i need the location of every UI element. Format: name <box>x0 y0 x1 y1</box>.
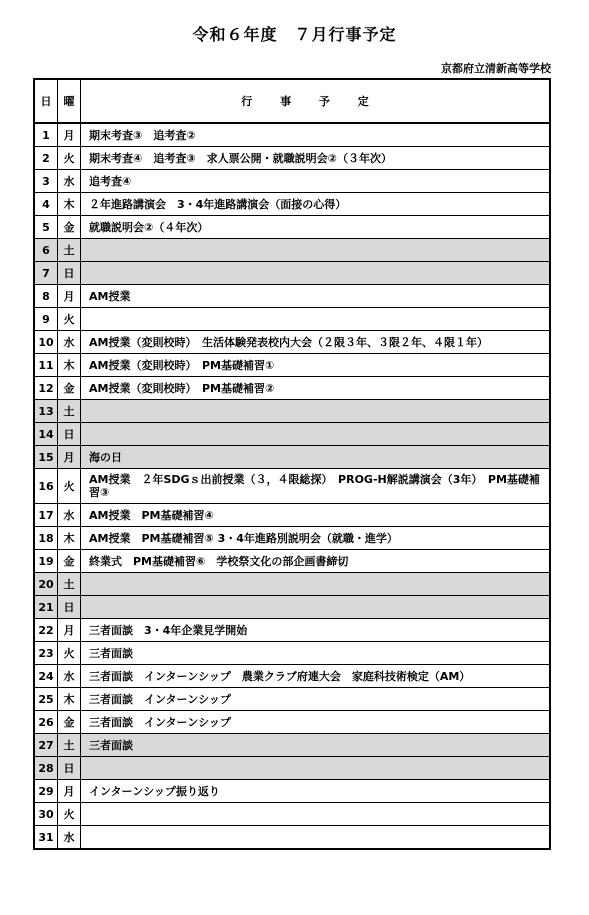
table-row <box>34 688 550 711</box>
day-cell: 3 <box>34 170 58 193</box>
header-events: 行 事 予 定 <box>81 79 551 123</box>
weekday-cell: 土 <box>58 400 81 423</box>
weekday-cell: 日 <box>58 262 81 285</box>
day-cell: 22 <box>34 619 58 642</box>
weekday-cell: 水 <box>58 826 81 850</box>
table-row <box>34 308 550 331</box>
day-cell: 28 <box>34 757 58 780</box>
day-cell: 16 <box>34 469 58 504</box>
weekday-cell: 土 <box>58 239 81 262</box>
day-cell: 18 <box>34 527 58 550</box>
weekday-cell: 火 <box>58 147 81 170</box>
event-cell: 三者面談 インターンシップ 農業クラブ府連大会 家庭科技術検定（AM） <box>81 665 551 688</box>
event-cell: インターンシップ振り返り <box>81 780 551 803</box>
schedule-body <box>34 123 550 849</box>
event-cell <box>81 596 551 619</box>
day-cell: 23 <box>34 642 58 665</box>
table-row <box>34 193 550 216</box>
school-name: 京都府立清新高等学校 <box>441 62 551 75</box>
day-cell: 29 <box>34 780 58 803</box>
table-row <box>34 170 550 193</box>
table-row <box>34 239 550 262</box>
event-cell: 追考査④ <box>81 170 551 193</box>
table-row <box>34 123 550 147</box>
event-cell <box>81 826 551 850</box>
table-row <box>34 573 550 596</box>
table-header-row <box>34 79 550 123</box>
weekday-cell: 月 <box>58 446 81 469</box>
table-row <box>34 826 550 850</box>
table-row <box>34 527 550 550</box>
header-weekday: 曜 <box>58 79 81 123</box>
table-row <box>34 354 550 377</box>
table-row <box>34 665 550 688</box>
table-row <box>34 423 550 446</box>
day-cell: 19 <box>34 550 58 573</box>
event-cell: 三者面談 インターンシップ <box>81 688 551 711</box>
event-schedule-table <box>33 78 551 850</box>
event-cell: 三者面談 インターンシップ <box>81 711 551 734</box>
day-cell: 20 <box>34 573 58 596</box>
event-cell: AM授業 PM基礎補習④ <box>81 504 551 527</box>
day-cell: 6 <box>34 239 58 262</box>
weekday-cell: 火 <box>58 308 81 331</box>
day-cell: 5 <box>34 216 58 239</box>
event-cell: 三者面談 3・4年企業見学開始 <box>81 619 551 642</box>
event-cell: AM授業 <box>81 285 551 308</box>
weekday-cell: 火 <box>58 642 81 665</box>
day-cell: 12 <box>34 377 58 400</box>
table-row <box>34 377 550 400</box>
event-cell: AM授業 PM基礎補習⑤ 3・4年進路別説明会（就職・進学） <box>81 527 551 550</box>
weekday-cell: 月 <box>58 285 81 308</box>
event-cell <box>81 757 551 780</box>
day-cell: 7 <box>34 262 58 285</box>
table-row <box>34 596 550 619</box>
weekday-cell: 土 <box>58 573 81 596</box>
weekday-cell: 日 <box>58 596 81 619</box>
page-title: 令和６年度 ７月行事予定 <box>192 25 397 44</box>
weekday-cell: 日 <box>58 423 81 446</box>
weekday-cell: 月 <box>58 123 81 147</box>
table-row <box>34 147 550 170</box>
day-cell: 9 <box>34 308 58 331</box>
weekday-cell: 金 <box>58 377 81 400</box>
header-day: 日 <box>34 79 58 123</box>
day-cell: 17 <box>34 504 58 527</box>
day-cell: 15 <box>34 446 58 469</box>
event-cell: 終業式 PM基礎補習⑥ 学校祭文化の部企画書締切 <box>81 550 551 573</box>
weekday-cell: 水 <box>58 331 81 354</box>
table-row <box>34 262 550 285</box>
weekday-cell: 水 <box>58 170 81 193</box>
day-cell: 14 <box>34 423 58 446</box>
table-row <box>34 285 550 308</box>
day-cell: 21 <box>34 596 58 619</box>
event-cell: 三者面談 <box>81 734 551 757</box>
table-row <box>34 734 550 757</box>
day-cell: 10 <box>34 331 58 354</box>
weekday-cell: 木 <box>58 193 81 216</box>
weekday-cell: 木 <box>58 688 81 711</box>
event-cell <box>81 400 551 423</box>
day-cell: 31 <box>34 826 58 850</box>
event-cell: 期末考査③ 追考査② <box>81 123 551 147</box>
weekday-cell: 土 <box>58 734 81 757</box>
event-cell: AM授業（変則校時） 生活体験発表校内大会（２限３年、３限２年、４限１年） <box>81 331 551 354</box>
event-cell: 期末考査④ 追考査③ 求人票公開・就職説明会②（３年次） <box>81 147 551 170</box>
weekday-cell: 金 <box>58 711 81 734</box>
event-cell <box>81 308 551 331</box>
table-row <box>34 216 550 239</box>
day-cell: 11 <box>34 354 58 377</box>
weekday-cell: 水 <box>58 504 81 527</box>
day-cell: 25 <box>34 688 58 711</box>
event-cell <box>81 262 551 285</box>
table-row <box>34 331 550 354</box>
weekday-cell: 木 <box>58 527 81 550</box>
weekday-cell: 木 <box>58 354 81 377</box>
event-cell: 海の日 <box>81 446 551 469</box>
weekday-cell: 火 <box>58 803 81 826</box>
day-cell: 1 <box>34 123 58 147</box>
day-cell: 8 <box>34 285 58 308</box>
weekday-cell: 日 <box>58 757 81 780</box>
table-row <box>34 619 550 642</box>
day-cell: 26 <box>34 711 58 734</box>
event-cell: 三者面談 <box>81 642 551 665</box>
event-cell <box>81 239 551 262</box>
table-row <box>34 446 550 469</box>
weekday-cell: 金 <box>58 550 81 573</box>
table-row <box>34 469 550 504</box>
table-row <box>34 550 550 573</box>
weekday-cell: 火 <box>58 469 81 504</box>
table-row <box>34 642 550 665</box>
table-row <box>34 400 550 423</box>
day-cell: 2 <box>34 147 58 170</box>
day-cell: 30 <box>34 803 58 826</box>
weekday-cell: 月 <box>58 780 81 803</box>
event-cell: AM授業（変則校時） PM基礎補習② <box>81 377 551 400</box>
event-cell: ２年進路講演会 3・4年進路講演会（面接の心得） <box>81 193 551 216</box>
event-cell: AM授業（変則校時） PM基礎補習① <box>81 354 551 377</box>
day-cell: 13 <box>34 400 58 423</box>
event-cell: 就職説明会②（４年次） <box>81 216 551 239</box>
table-row <box>34 711 550 734</box>
day-cell: 4 <box>34 193 58 216</box>
table-row <box>34 803 550 826</box>
weekday-cell: 水 <box>58 665 81 688</box>
table-row <box>34 757 550 780</box>
event-cell <box>81 423 551 446</box>
event-cell <box>81 803 551 826</box>
day-cell: 24 <box>34 665 58 688</box>
day-cell: 27 <box>34 734 58 757</box>
event-cell: AM授業 ２年SDGｓ出前授業（３，４限総探） PROG-H解説講演会（3年） PM基礎補習③ <box>81 469 551 504</box>
weekday-cell: 金 <box>58 216 81 239</box>
table-row <box>34 504 550 527</box>
table-row <box>34 780 550 803</box>
weekday-cell: 月 <box>58 619 81 642</box>
event-cell <box>81 573 551 596</box>
